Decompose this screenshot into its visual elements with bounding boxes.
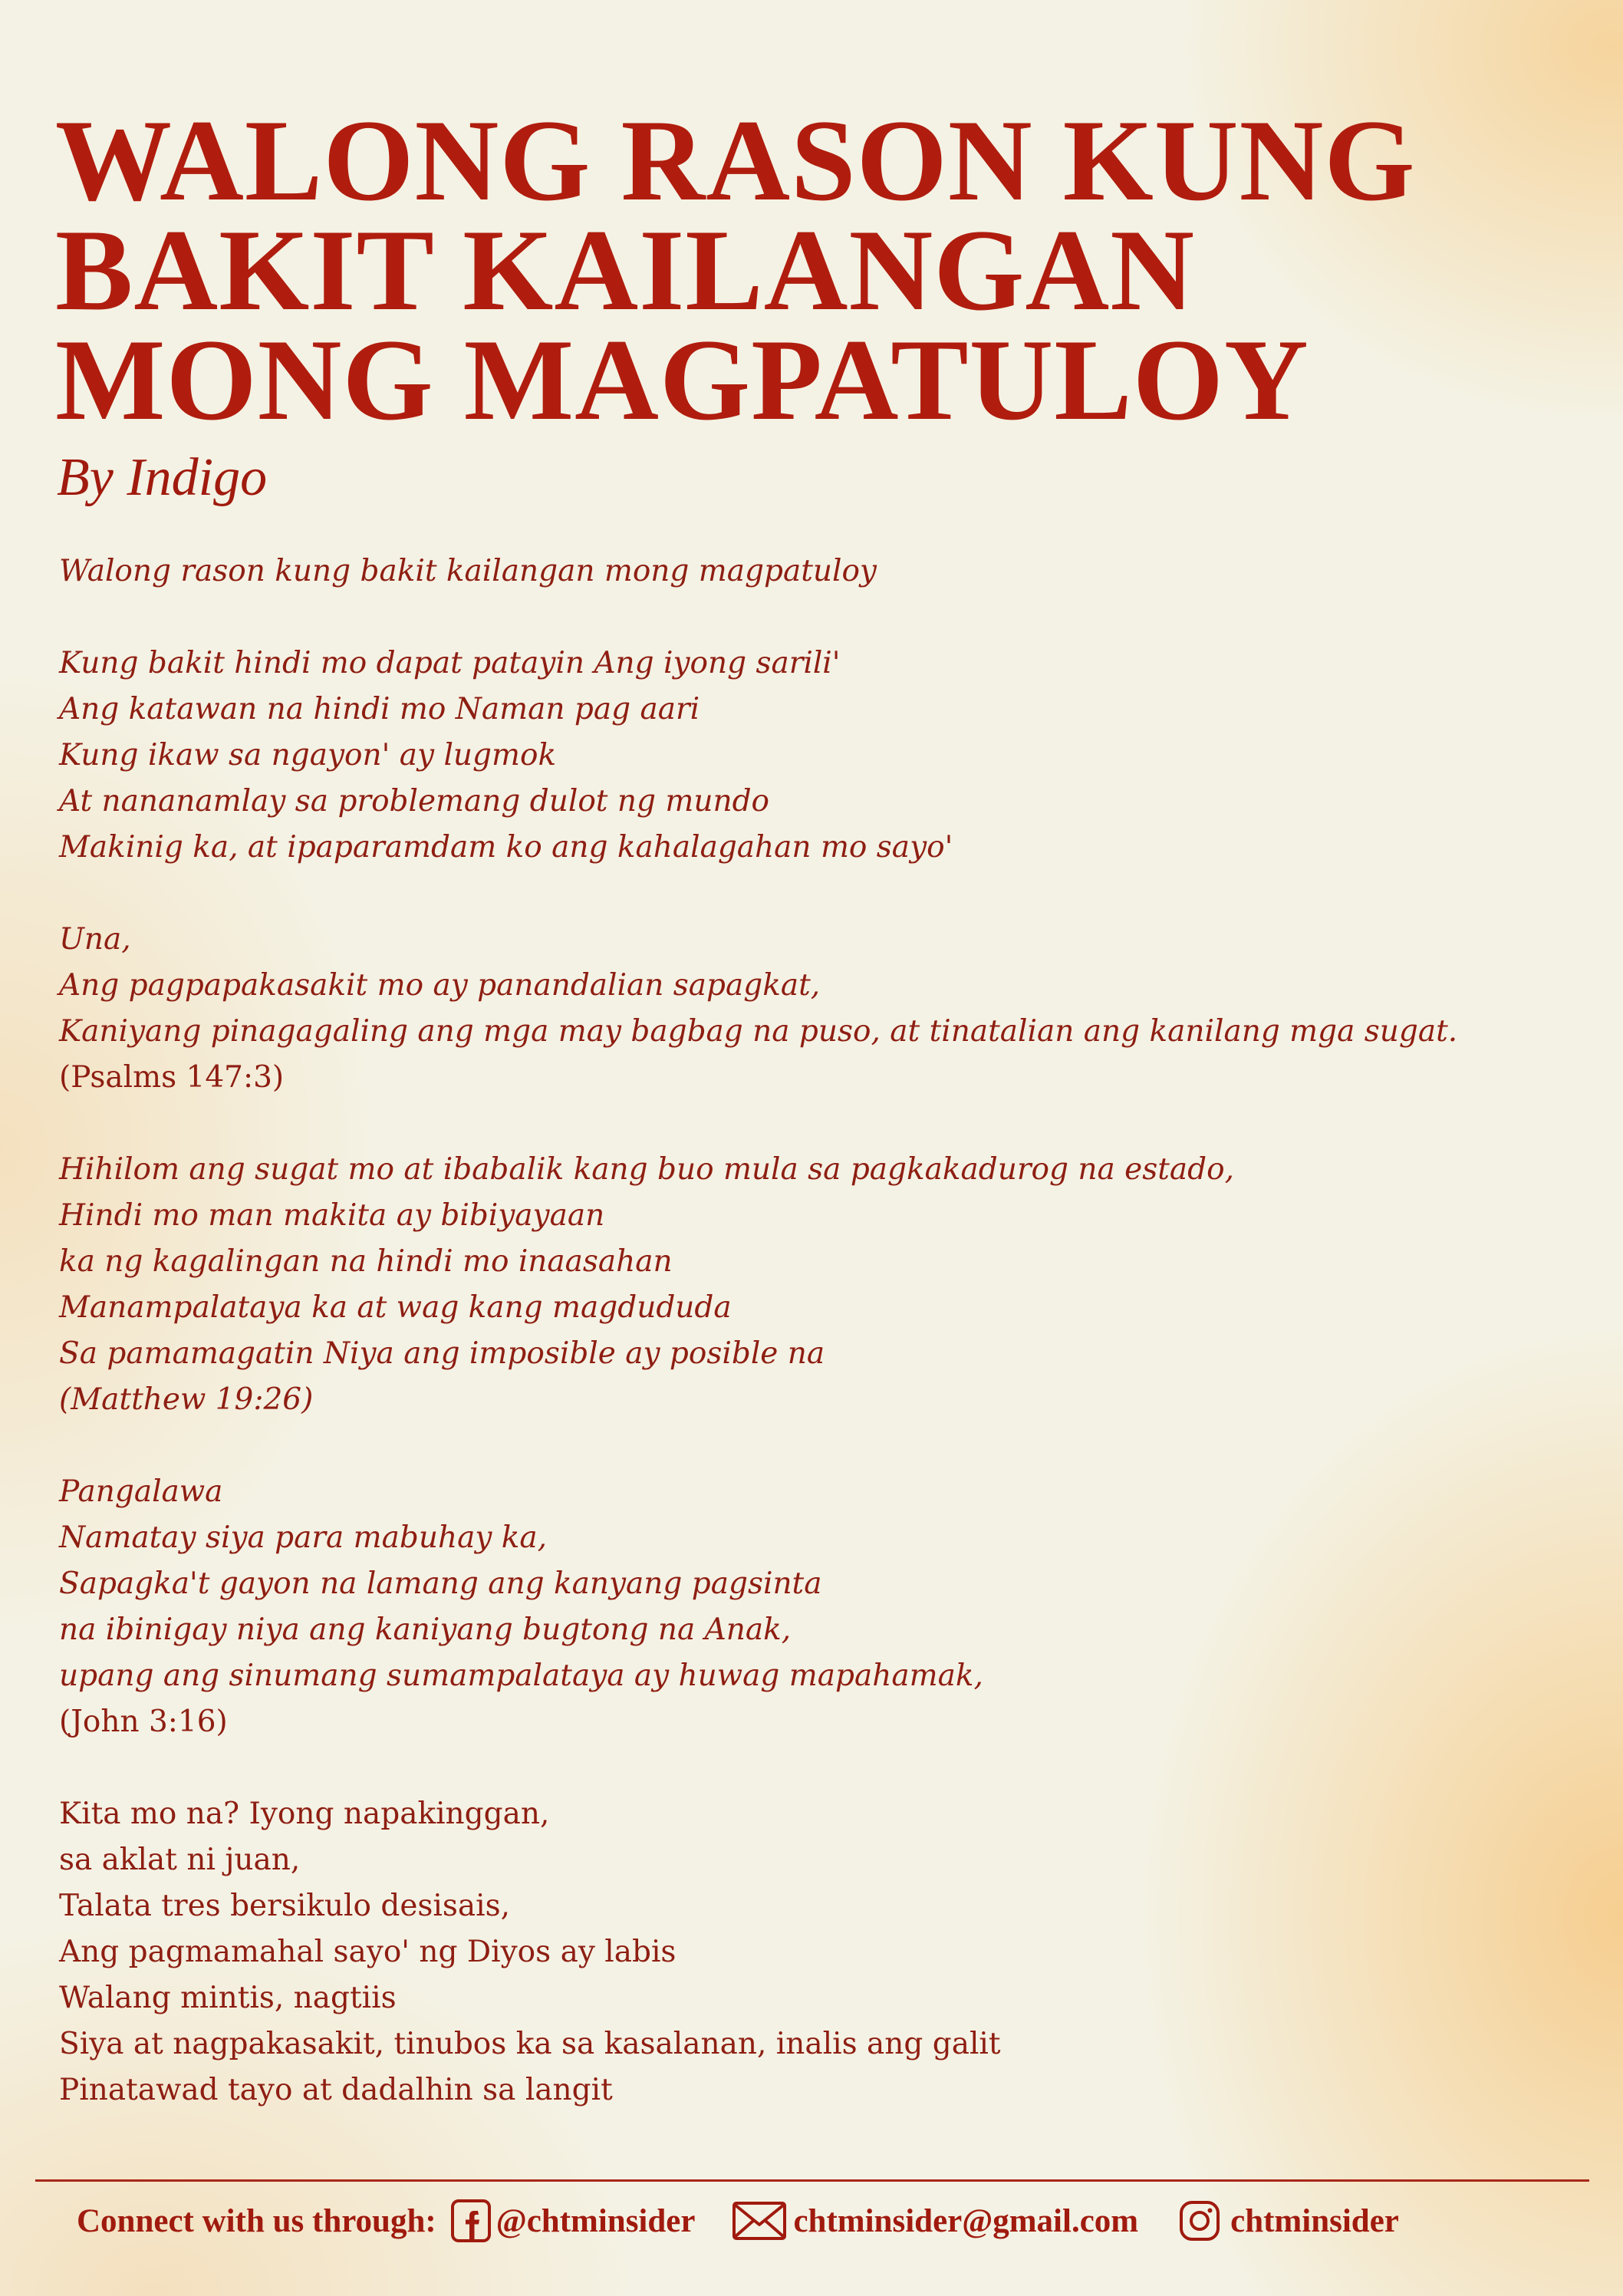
stanza-gap <box>59 595 1578 641</box>
stanza-gap <box>59 1745 1578 1791</box>
contact-label: Connect with us through: <box>77 2202 436 2239</box>
poem-line: Namatay siya para mabuhay ka, <box>59 1520 548 1555</box>
instagram-handle: chtminsider <box>1230 2202 1399 2239</box>
facebook-link[interactable] <box>450 2199 696 2243</box>
title-line-3: MONG MAGPATULOY <box>55 315 1309 444</box>
poem-line: At nananamlay sa problemang dulot ng mundo <box>59 784 770 819</box>
poem-line: Kita mo na? Iyong napakinggan, <box>59 1797 550 1831</box>
poem-line: Walang mintis, nagtiis <box>59 1981 397 2015</box>
poem-line: Pangalawa <box>59 1474 223 1509</box>
author-byline: By Indigo <box>57 448 268 507</box>
poem-line: Siya at nagpakasakit, tinubos ka sa kasalanan, inalis ang galit <box>59 2027 1001 2061</box>
poem-line: (Psalms 147:3) <box>59 1060 285 1095</box>
poem-line: Ang pagpapakasakit mo ay panandalian sapagkat, <box>59 968 821 1003</box>
page-title <box>55 96 1589 444</box>
mail-icon <box>732 2200 787 2242</box>
instagram-icon <box>1178 2199 1221 2242</box>
poem-line: Sa pamamagatin Niya ang imposible ay posible na <box>59 1336 825 1371</box>
poem-line: (John 3:16) <box>59 1705 228 1739</box>
stanza-gap <box>59 871 1578 917</box>
poem-line: Manampalataya ka at wag kang magdududa <box>59 1290 732 1325</box>
poem-line: Talata tres bersikulo desisais, <box>59 1889 511 1923</box>
poem-line: Kung ikaw sa ngayon' ay lugmok <box>59 738 557 772</box>
email-link[interactable] <box>732 2200 1138 2242</box>
email-address: chtminsider@gmail.com <box>793 2202 1139 2239</box>
poem-line: Kung bakit hindi mo dapat patayin Ang iyong sarili' <box>59 646 841 680</box>
facebook-handle: @chtminsider <box>495 2202 696 2239</box>
poem-line: Hindi mo man makita ay bibiyayaan <box>59 1198 605 1233</box>
poem-line: ka ng kagalingan na hindi mo inaasahan <box>59 1244 673 1279</box>
poem-line: sa aklat ni juan, <box>59 1843 301 1877</box>
poem-line: na ibinigay niya ang kaniyang bugtong na Anak, <box>59 1612 792 1647</box>
poem-line: Una, <box>59 922 131 957</box>
stanza-gap <box>59 1101 1578 1147</box>
poem-line: Walong rason kung bakit kailangan mong magpatuloy <box>59 554 877 588</box>
poem-line: Hihilom ang sugat mo at ibabalik kang buo mula sa pagkakadurog na estado, <box>59 1152 1234 1187</box>
poem-line: upang ang sinumang sumampalataya ay huwag mapahamak, <box>59 1659 983 1693</box>
stanza-gap <box>59 1423 1578 1469</box>
instagram-link[interactable] <box>1178 2199 1399 2242</box>
facebook-icon <box>450 2199 492 2243</box>
poem-line: Pinatawad tayo at dadalhin sa langit <box>59 2073 613 2107</box>
poem-line: (Matthew 19:26) <box>59 1382 314 1417</box>
poem-line: Kaniyang pinagagaling ang mga may bagbag na puso, at tinatalian ang kanilang mga sugat. <box>59 1014 1458 1049</box>
poem-body <box>59 548 1578 2113</box>
poem-line: Sapagka't gayon na lamang ang kanyang pagsinta <box>59 1566 822 1601</box>
contact-footer <box>77 2196 1399 2246</box>
poem-line: Makinig ka, at ipaparamdam ko ang kahalagahan mo sayo' <box>59 830 953 865</box>
title-line-2: BAKIT KAILANGAN <box>55 206 1196 334</box>
poem-line: Ang katawan na hindi mo Naman pag aari <box>59 692 700 726</box>
poem-line: Ang pagmamahal sayo' ng Diyos ay labis <box>59 1935 677 1969</box>
footer-divider <box>35 2179 1589 2182</box>
title-line-1: WALONG RASON KUNG <box>55 96 1416 225</box>
